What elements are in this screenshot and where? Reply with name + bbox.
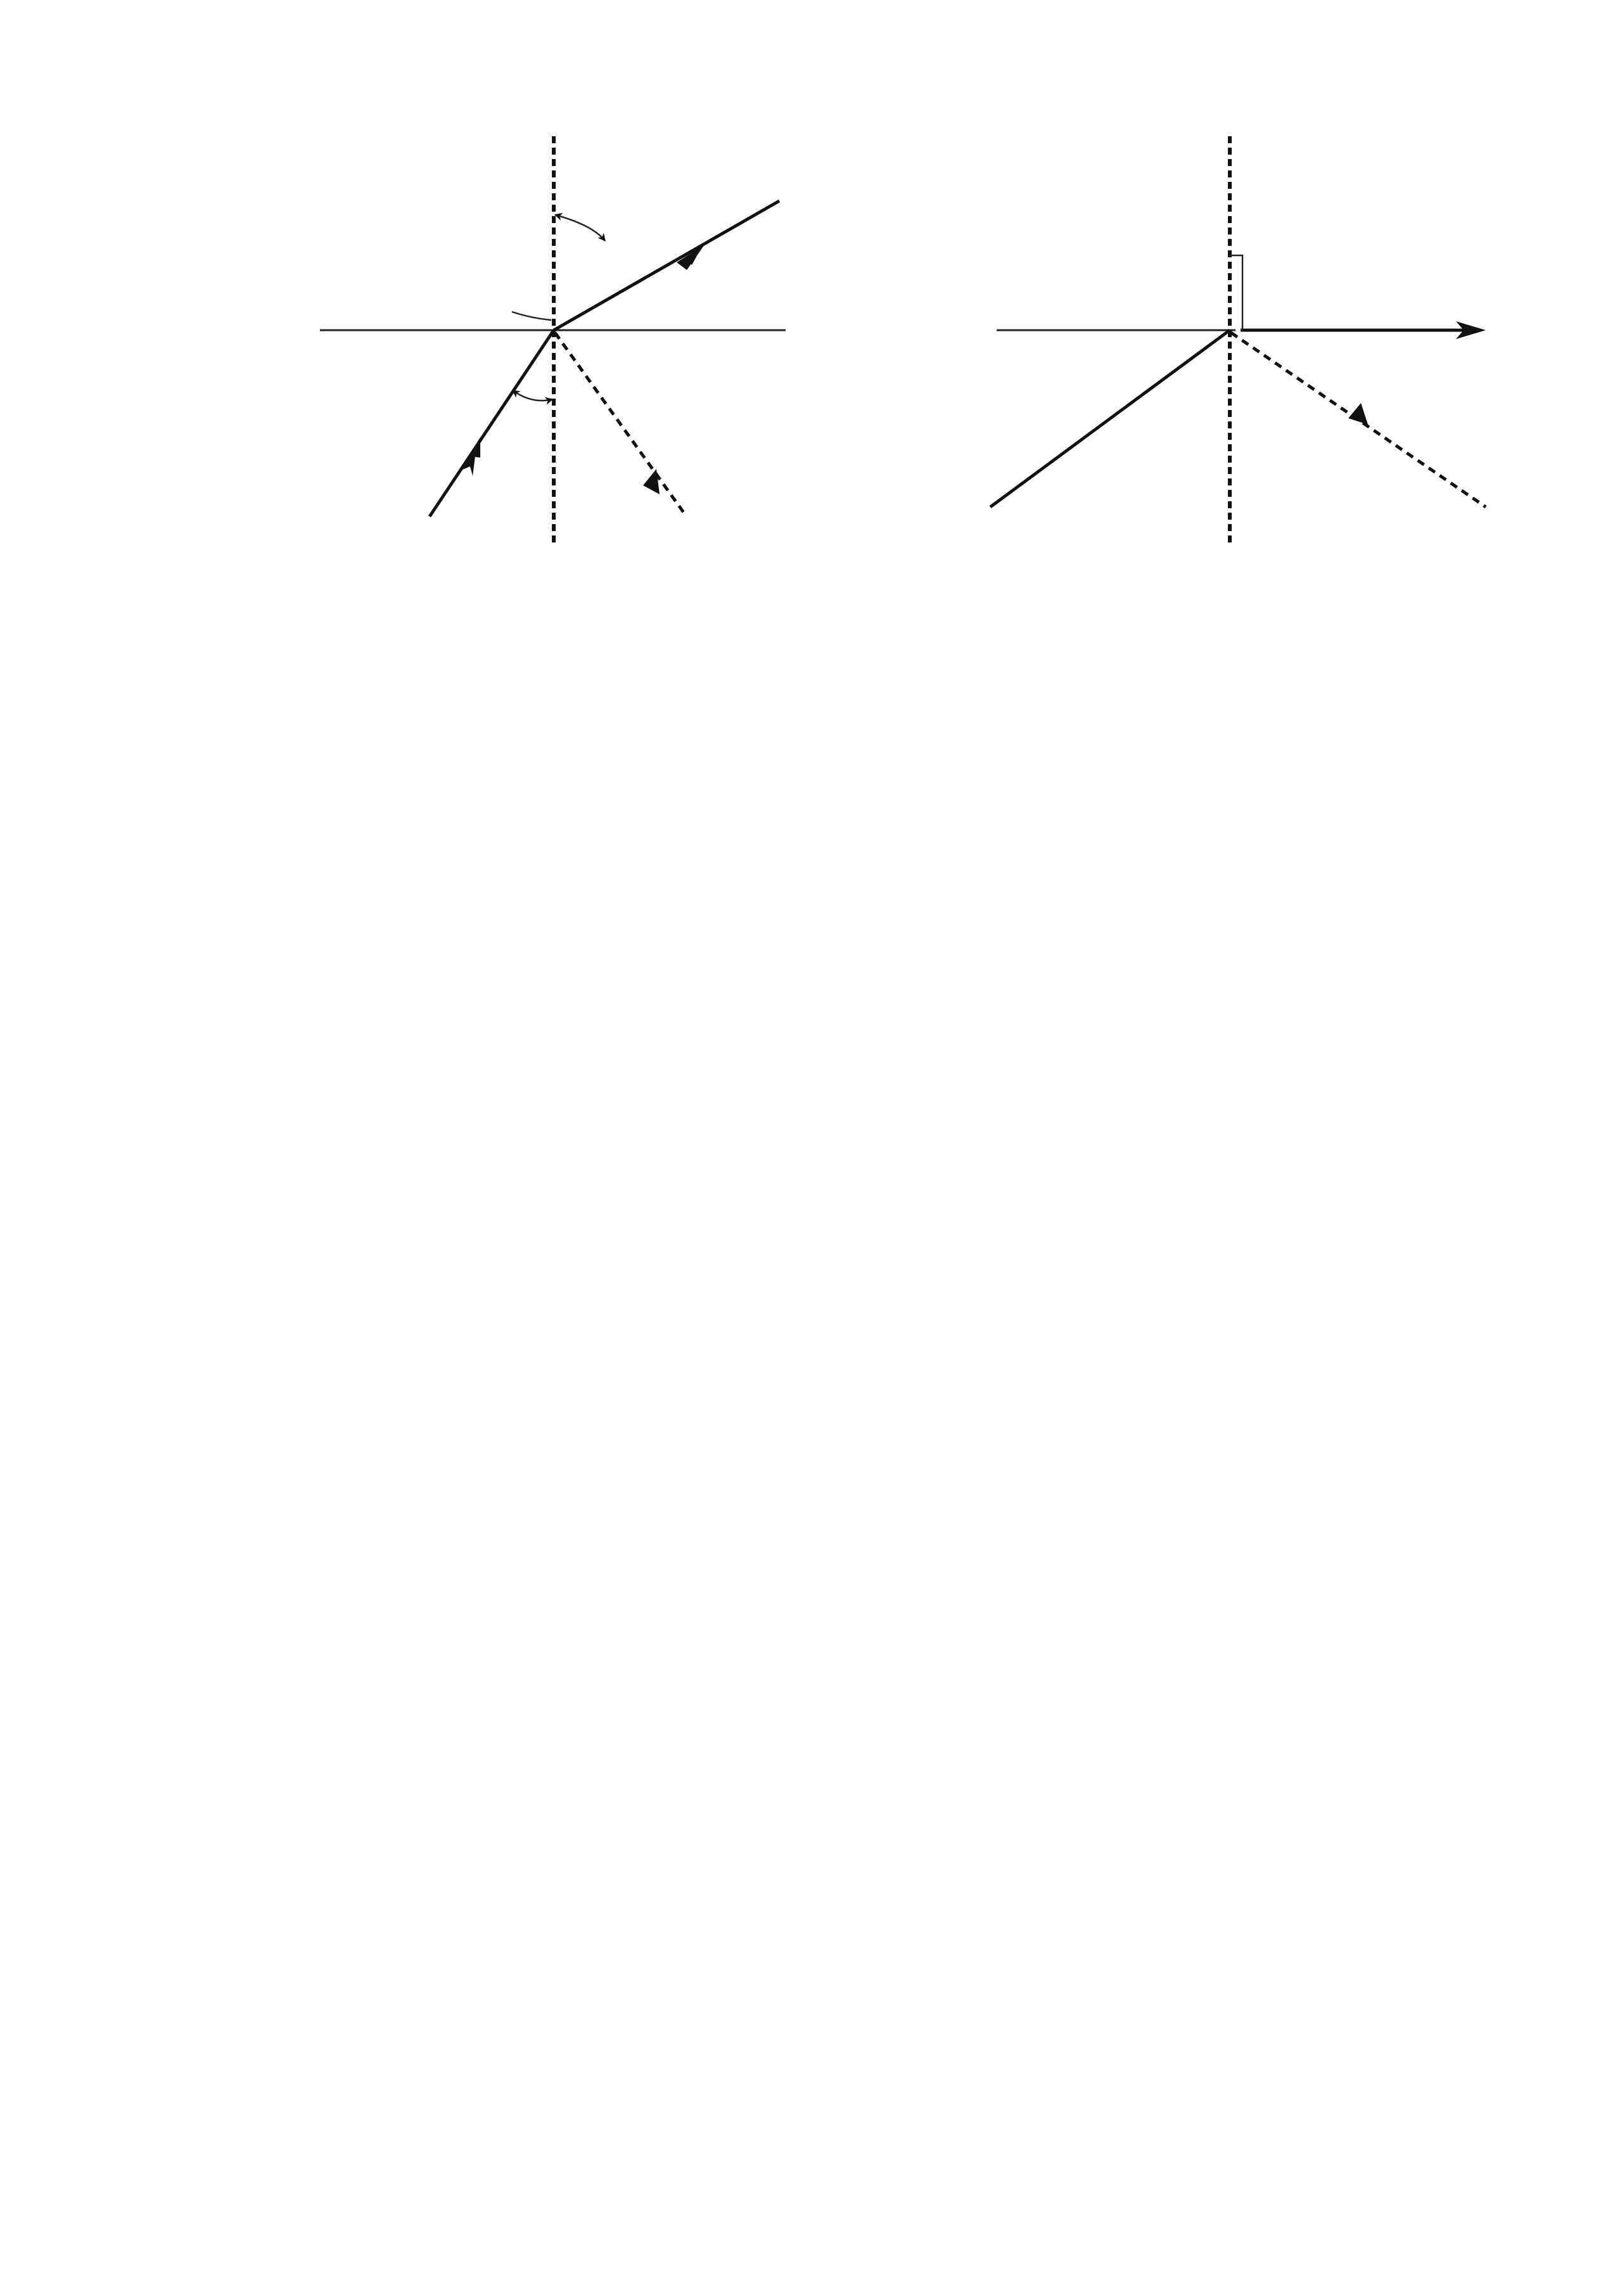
panel-b-diagram xyxy=(990,136,1486,542)
figure-2-2 xyxy=(0,0,1622,913)
panel-a-diagram xyxy=(0,0,786,544)
figure-diagram xyxy=(0,0,1622,913)
